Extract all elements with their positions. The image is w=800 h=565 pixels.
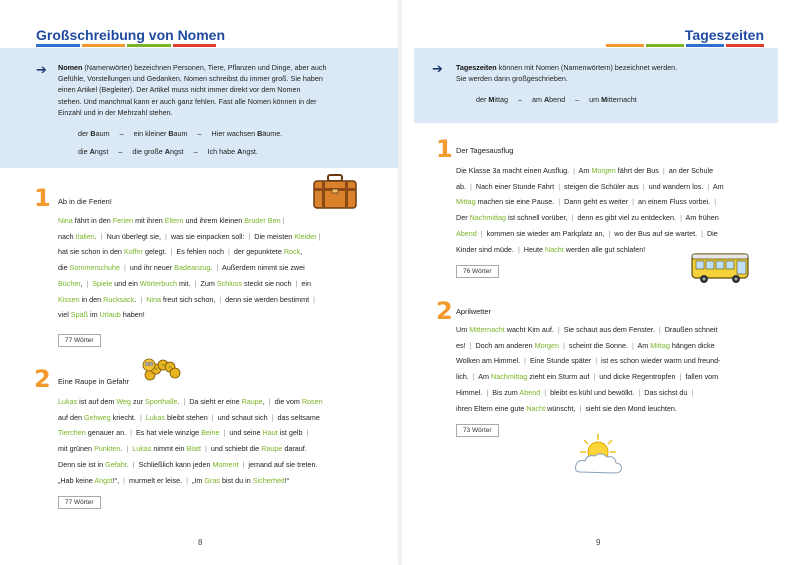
noun: Koffer bbox=[123, 247, 143, 257]
color-segment bbox=[686, 44, 724, 47]
example-separator: – bbox=[119, 129, 124, 138]
right-page bbox=[400, 0, 800, 565]
phrase-separator: | bbox=[227, 247, 230, 257]
text-line: Lukas ist auf dem Weg zur Sporthalle. | Da sieht er eine Raupe, | die vom Rosen bbox=[58, 397, 323, 406]
phrase-separator: | bbox=[573, 166, 575, 175]
noun: Italien bbox=[75, 231, 95, 241]
noun: Rucksack bbox=[103, 294, 135, 304]
phrase-separator: | bbox=[701, 228, 703, 238]
noun: Wörterbuch bbox=[139, 278, 177, 288]
exercise-number: 1 bbox=[436, 135, 453, 163]
exercise-title: Aprilwetter bbox=[456, 307, 491, 316]
text-line: hat sie schon in den Koffer gelegt. | Es fehlen noch | der gepunktete Rock, bbox=[58, 247, 303, 257]
sun-cloud-icon bbox=[570, 432, 630, 476]
phrase-separator: | bbox=[248, 231, 251, 241]
phrase-separator: | bbox=[638, 387, 641, 397]
phrase-separator: | bbox=[480, 228, 483, 238]
noun: Lukas bbox=[145, 412, 165, 422]
text-line: Mittag machen sie eine Pause. | Dann geht es weiter | an einem Fluss vorbei. | bbox=[456, 197, 717, 207]
phrase-separator: | bbox=[313, 294, 315, 304]
phrase-separator: | bbox=[486, 387, 489, 397]
rule-text bbox=[58, 62, 378, 118]
noun: Lukas bbox=[132, 444, 152, 454]
phrase-separator: | bbox=[472, 372, 475, 382]
phrase-separator: | bbox=[571, 213, 574, 223]
exercise-text bbox=[456, 163, 766, 257]
noun: Angst bbox=[94, 475, 113, 485]
noun: Raupe bbox=[241, 397, 263, 406]
example-phrase: der Mittag bbox=[476, 95, 508, 104]
noun: Beine bbox=[201, 428, 220, 438]
noun: Weg bbox=[116, 397, 131, 406]
color-segment bbox=[646, 44, 684, 47]
phrase-separator: | bbox=[194, 278, 197, 288]
word-count: 76 Wörter bbox=[456, 265, 499, 278]
text-line: Der Nachmittag ist schnell vorüber, | denn es gibt viel zu entdecken. | Am frühen bbox=[456, 213, 719, 223]
phrase-separator: | bbox=[271, 412, 274, 422]
noun: Kleider bbox=[294, 231, 317, 241]
rule-box bbox=[0, 48, 398, 168]
noun: Mitternacht bbox=[469, 325, 505, 334]
noun: Abend bbox=[456, 228, 477, 238]
phrase-separator: | bbox=[658, 325, 661, 334]
page-number: 8 bbox=[198, 538, 203, 547]
phrase-separator: | bbox=[544, 387, 547, 397]
example-phrase: der Baum bbox=[78, 129, 110, 138]
example-phrase: am Abend bbox=[531, 95, 566, 104]
phrase-separator: | bbox=[595, 356, 598, 366]
phrase-separator: | bbox=[216, 263, 219, 273]
text-line: Kinder sind müde. | Heute Nacht werden alle gut schlafen! bbox=[456, 244, 646, 254]
phrase-separator: | bbox=[558, 181, 561, 191]
text-line: die Sommerschuhe | und ihr neuer Badeanzug. | Außerdem nimmt sie zwei bbox=[58, 263, 305, 273]
phrase-separator: | bbox=[517, 244, 520, 254]
color-bar bbox=[606, 44, 764, 47]
rule-box bbox=[414, 48, 778, 123]
rule-line: einen Artikel (Begleiter). Der Artikel muss nicht immer direkt vor dem Nomen bbox=[58, 85, 301, 95]
bus-icon bbox=[690, 250, 752, 286]
exercise-text bbox=[456, 322, 766, 416]
text-line: mit grünen Punkten. | Lukas nimmt ein Blatt | und schiebt die Raupe darauf. bbox=[58, 444, 307, 454]
phrase-separator: | bbox=[282, 216, 285, 225]
phrase-separator: | bbox=[211, 412, 214, 422]
exercise-text bbox=[58, 394, 358, 488]
phrase-separator: | bbox=[242, 459, 245, 469]
text-line: nach Italien. | Nun überlegt sie, | was sie einpacken soll: | Die meisten Kleider | bbox=[58, 231, 321, 241]
noun: Raupe bbox=[261, 444, 283, 454]
phrase-separator: | bbox=[632, 197, 634, 207]
suitcase-icon bbox=[312, 174, 358, 210]
noun: Morgen bbox=[591, 166, 616, 175]
phrase-separator: | bbox=[219, 294, 222, 304]
word-count: 77 Wörter bbox=[58, 334, 101, 347]
noun: Lukas bbox=[58, 397, 78, 406]
noun: Morgen bbox=[534, 340, 559, 350]
example-lines bbox=[476, 95, 647, 113]
phrase-separator: | bbox=[306, 428, 309, 438]
rule-keyword: Nomen bbox=[58, 63, 83, 72]
phrase-separator: | bbox=[632, 340, 634, 350]
phrase-separator: | bbox=[130, 428, 132, 438]
noun: Spiele bbox=[92, 278, 113, 288]
noun: Sommerschuhe bbox=[69, 263, 120, 273]
noun: Urlaub bbox=[99, 310, 121, 320]
phrase-separator: | bbox=[469, 340, 472, 350]
phrase-separator: | bbox=[470, 181, 472, 191]
color-segment bbox=[606, 44, 644, 47]
noun: Bücher bbox=[58, 278, 81, 288]
example-separator: – bbox=[575, 95, 580, 104]
phrase-separator: | bbox=[295, 278, 298, 288]
rule-line: Tageszeiten können mit Nomen (Namenwörtern) bezeichnet werden. bbox=[456, 63, 678, 72]
color-segment bbox=[173, 44, 217, 47]
example-phrase: die Angst bbox=[78, 147, 109, 156]
phrase-separator: | bbox=[679, 372, 682, 382]
noun: Abend bbox=[519, 387, 541, 397]
exercise-title: Eine Raupe in Gefahr bbox=[58, 377, 130, 386]
noun: Nacht bbox=[526, 403, 546, 413]
exercise-text bbox=[58, 213, 358, 323]
page-number: 9 bbox=[596, 538, 601, 547]
color-bar bbox=[36, 44, 216, 47]
noun: Gehweg bbox=[83, 412, 111, 422]
phrase-separator: | bbox=[123, 475, 126, 485]
noun: Nachmittag bbox=[491, 372, 528, 382]
rule-keyword: Tageszeiten bbox=[456, 63, 497, 72]
noun: Bruder bbox=[244, 216, 266, 225]
text-line: Denn sie ist in Gefahr. | Schließlich kann jeden Moment | jemand auf sie treten. bbox=[58, 459, 318, 469]
phrase-separator: | bbox=[579, 403, 582, 413]
phrase-separator: | bbox=[524, 356, 527, 366]
phrase-separator: | bbox=[714, 197, 717, 207]
example-separator: – bbox=[197, 129, 202, 138]
example-phrase: die große Angst bbox=[132, 147, 184, 156]
phrase-separator: | bbox=[318, 231, 321, 241]
phrase-separator: | bbox=[707, 181, 710, 191]
noun: Rock bbox=[283, 247, 301, 257]
text-line: ihren Eltern eine gute Nacht wünscht, | sieht sie den Mond leuchten. bbox=[456, 403, 677, 413]
word-count: 73 Wörter bbox=[456, 424, 499, 437]
text-line: Tierchen genauer an. | Es hat viele winzige Beine | und seine Haut ist gelb | bbox=[58, 428, 309, 438]
noun: Nachmittag bbox=[469, 213, 506, 223]
text-line: „Hab keine Angst!“, | murmelt er leise. | „Im Gras bist du in Sicherheit!“ bbox=[58, 475, 290, 485]
word-count: 77 Wörter bbox=[58, 496, 101, 509]
text-line: Himmel. | Bis zum Abend | bleibt es kühl und bewölkt. | Das sichst du | bbox=[456, 387, 694, 397]
noun: Nina bbox=[146, 294, 161, 304]
phrase-separator: | bbox=[223, 428, 226, 438]
phrase-separator: | bbox=[126, 444, 129, 454]
text-line: Abend | kommen sie wieder am Parkplatz an, | wo der Bus auf sie wartet. | Die bbox=[456, 228, 718, 238]
rule-line: Nomen (Namenwörter) bezeichnen Personen, Tiere, Pflanzen und Dinge, aber auch bbox=[58, 63, 327, 72]
phrase-separator: | bbox=[170, 247, 173, 257]
example-phrase: Hier wachsen Bäume. bbox=[211, 129, 283, 138]
noun: Mittag bbox=[456, 197, 476, 207]
page-title: Tageszeiten bbox=[684, 27, 764, 43]
noun: Moment bbox=[212, 459, 239, 469]
phrase-separator: | bbox=[204, 444, 207, 454]
text-line: Kissen in den Rucksack. | Nina freut sich schon, | denn sie werden bestimmt | bbox=[58, 294, 315, 304]
phrase-separator: | bbox=[562, 340, 565, 350]
phrase-separator: | bbox=[268, 397, 271, 406]
example-phrase: Ich habe Angst. bbox=[207, 147, 258, 156]
color-segment bbox=[82, 44, 126, 47]
phrase-separator: | bbox=[123, 263, 126, 273]
text-line: Bücher, | Spiele und ein Wörterbuch mit. | Zum Schluss steckt sie noch | ein bbox=[58, 278, 311, 288]
example-separator: – bbox=[517, 95, 522, 104]
example-separator: – bbox=[193, 147, 198, 156]
phrase-separator: | bbox=[608, 228, 611, 238]
noun: Rosen bbox=[301, 397, 323, 406]
noun: Kissen bbox=[58, 294, 80, 304]
rule-text bbox=[456, 62, 776, 84]
text-line: Wolken am Himmel. | Eine Stunde später | ist es schon wieder warm und freund- bbox=[456, 356, 721, 366]
exercise-number: 1 bbox=[34, 184, 51, 212]
noun: Nina bbox=[58, 216, 73, 225]
exercise-title: Ab in die Ferien! bbox=[58, 197, 112, 206]
rule-line: Einzahl und in der Mehrzahl stehen. bbox=[58, 107, 173, 117]
text-line: es! | Doch am anderen Morgen | scheint die Sonne. | Am Mittag hängen dicke bbox=[456, 340, 715, 350]
example-line bbox=[476, 95, 647, 104]
phrase-separator: | bbox=[642, 181, 645, 191]
phrase-separator: | bbox=[662, 166, 665, 175]
noun: Badeanzug bbox=[174, 263, 211, 273]
phrase-separator: | bbox=[139, 412, 142, 422]
noun: Schluss bbox=[216, 278, 242, 288]
text-line: ab. | Nach einer Stunde Fahrt | steigen die Schüler aus | und wandern los. | Am bbox=[456, 181, 724, 191]
noun: Spaß bbox=[70, 310, 88, 320]
rule-line: stehen. Und manchmal kann er auch ganz fehlen. Fast alle Nomen können in der bbox=[58, 96, 317, 106]
text-line: Um Mitternacht wacht Kim auf. | Sie schaut aus dem Fenster. | Draußen schneit bbox=[456, 325, 718, 334]
phrase-separator: | bbox=[86, 278, 89, 288]
color-segment bbox=[726, 44, 764, 47]
exercise-number: 2 bbox=[436, 297, 453, 325]
phrase-separator: | bbox=[691, 387, 694, 397]
noun: Gras bbox=[204, 475, 220, 485]
phrase-separator: | bbox=[132, 459, 135, 469]
noun: Eltern bbox=[164, 216, 184, 225]
noun: Tierchen bbox=[58, 428, 86, 438]
arrow-right-icon: ➔ bbox=[432, 61, 443, 76]
rule-line: Sie werden dann großgeschrieben. bbox=[456, 74, 568, 84]
example-line bbox=[78, 129, 292, 138]
phrase-separator: | bbox=[680, 213, 682, 223]
phrase-separator: | bbox=[186, 475, 189, 485]
phrase-separator: | bbox=[140, 294, 143, 304]
phrase-separator: | bbox=[183, 397, 186, 406]
example-line bbox=[78, 147, 292, 156]
noun: Mittag bbox=[650, 340, 670, 350]
noun: Nacht bbox=[545, 244, 564, 254]
noun: Haut bbox=[262, 428, 278, 438]
text-line: auf den Gehweg kriecht. | Lukas bleibt stehen | und schaut sich | das seltsame bbox=[58, 412, 320, 422]
noun: Sporthalle bbox=[144, 397, 178, 406]
noun: Ben bbox=[267, 216, 281, 225]
noun: Ferien bbox=[112, 216, 134, 225]
example-separator: – bbox=[118, 147, 123, 156]
phrase-separator: | bbox=[165, 231, 167, 241]
noun: Punkten bbox=[93, 444, 121, 454]
exercise-number: 2 bbox=[34, 365, 51, 393]
example-phrase: um Mitternacht bbox=[589, 95, 637, 104]
text-line: Nina fährt in den Ferien mit ihren Eltern und ihrem kleinen Bruder Ben | bbox=[58, 216, 285, 225]
arrow-right-icon: ➔ bbox=[36, 62, 47, 77]
phrase-separator: | bbox=[557, 325, 560, 334]
color-segment bbox=[127, 44, 171, 47]
phrase-separator: | bbox=[100, 231, 103, 241]
text-line: Die Klasse 3a macht einen Ausflug. | Am Morgen fährt der Bus | an der Schule bbox=[456, 166, 714, 175]
noun: Blatt bbox=[186, 444, 201, 454]
rule-line: Gefühle, Vorstellungen und Gedanken. Nomen schreibst du immer groß. Sie haben bbox=[58, 74, 323, 84]
text-line: lich. | Am Nachmittag zieht ein Sturm auf | und dicke Regentropfen | fallen vom bbox=[456, 372, 719, 382]
example-lines bbox=[78, 129, 292, 165]
text-line: viel Spaß im Urlaub haben! bbox=[58, 310, 145, 320]
phrase-separator: | bbox=[593, 372, 596, 382]
example-phrase: ein kleiner Baum bbox=[133, 129, 188, 138]
caterpillar-icon bbox=[142, 353, 182, 383]
exercise-title: Der Tagesausflug bbox=[456, 146, 514, 155]
noun: Gefahr bbox=[105, 459, 127, 469]
phrase-separator: | bbox=[558, 197, 561, 207]
page-title: Großschreibung von Nomen bbox=[36, 27, 226, 43]
color-segment bbox=[36, 44, 80, 47]
noun: Sicherheit bbox=[252, 475, 285, 485]
